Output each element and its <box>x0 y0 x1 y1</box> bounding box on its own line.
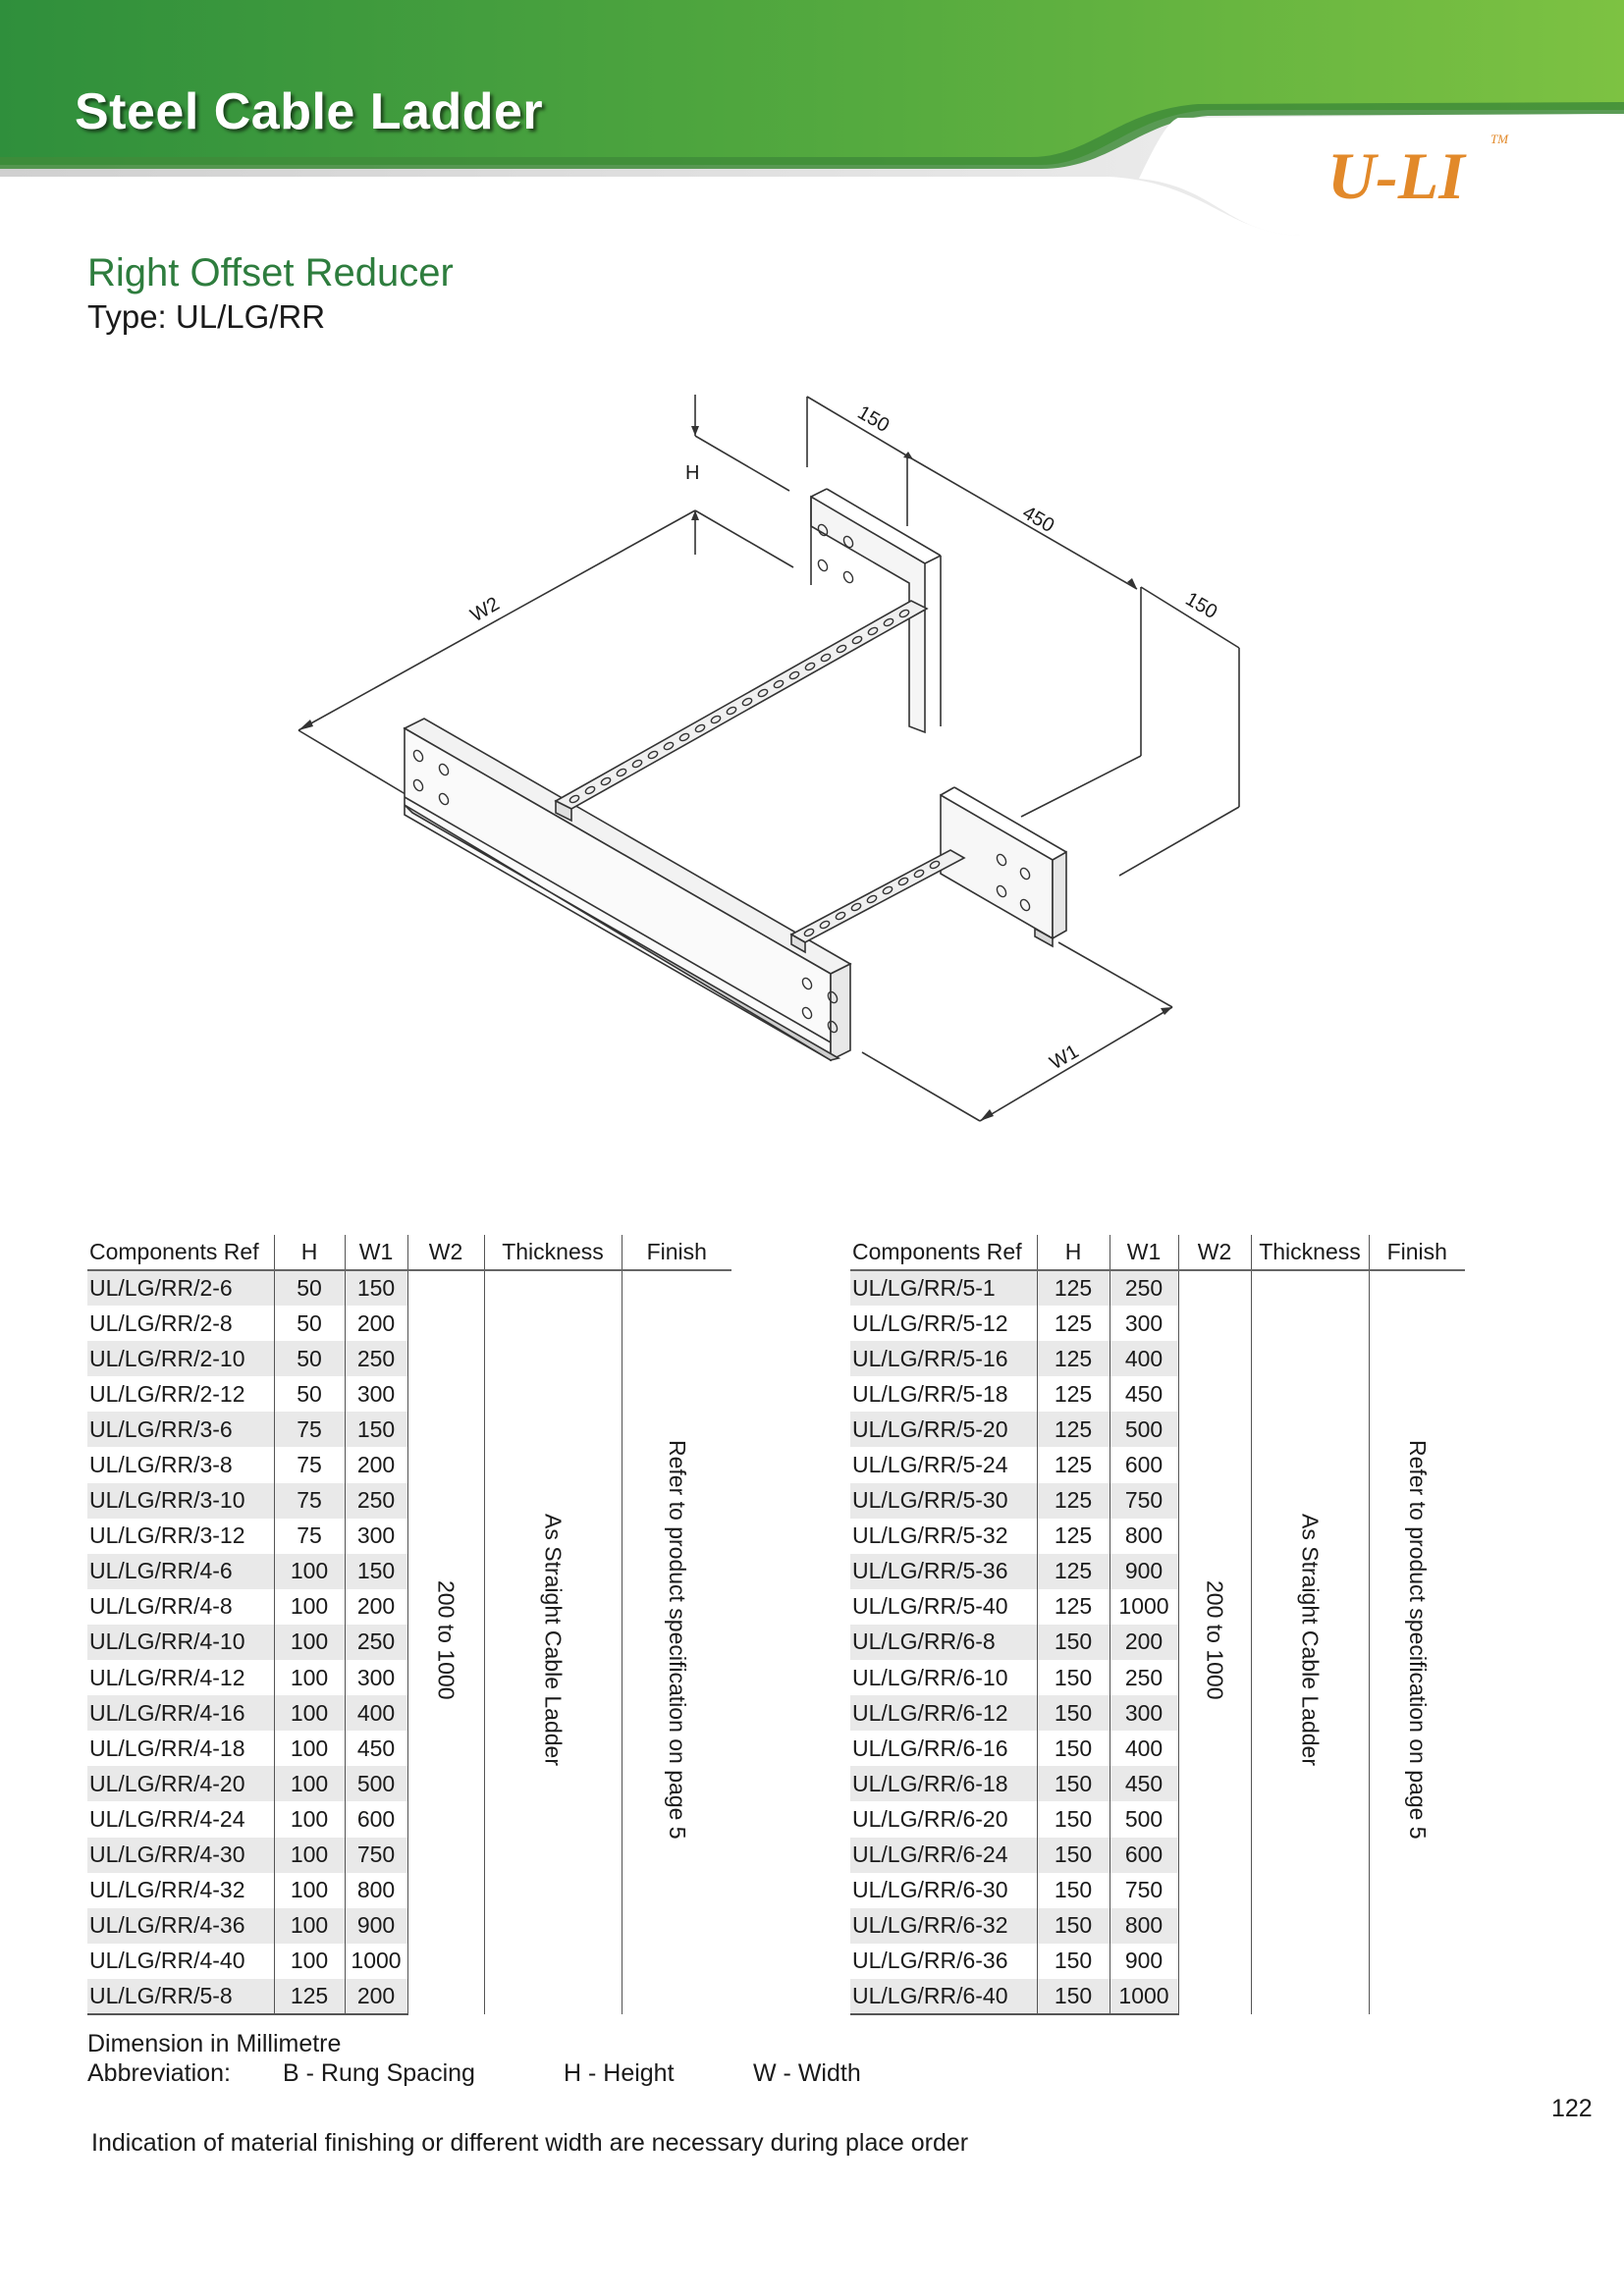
abbreviation-label: Abbreviation: <box>87 2059 231 2087</box>
table-row <box>87 1270 731 1306</box>
dim-label-w2: W2 <box>466 593 504 627</box>
component-ref-cell: UL/LG/RR/5-20 <box>850 1412 1037 1447</box>
height-cell: 150 <box>1037 1625 1110 1660</box>
height-cell: 125 <box>1037 1270 1110 1306</box>
height-cell: 100 <box>274 1554 345 1589</box>
w1-cell: 450 <box>1110 1766 1178 1801</box>
component-ref-cell: UL/LG/RR/5-8 <box>87 1979 274 2014</box>
height-cell: 150 <box>1037 1944 1110 1979</box>
component-ref-cell: UL/LG/RR/4-18 <box>89 1735 245 1761</box>
finish-cell <box>622 1270 731 2014</box>
height-cell: 150 <box>1037 1908 1110 1944</box>
header-w1: W1 <box>1110 1235 1178 1270</box>
height-cell: 100 <box>274 1625 345 1660</box>
component-ref-cell: UL/LG/RR/4-36 <box>87 1908 274 1944</box>
w1-cell: 800 <box>1110 1519 1178 1554</box>
header-components-ref: Components Ref <box>87 1235 274 1270</box>
header-h: H <box>274 1235 345 1270</box>
w1-cell: 900 <box>345 1908 407 1944</box>
finish-cell-text: Refer to product specification on page 5 <box>664 1440 690 1840</box>
w1-cell: 400 <box>1110 1341 1178 1376</box>
w1-cell: 500 <box>1110 1801 1178 1837</box>
component-ref-cell: UL/LG/RR/4-40 <box>89 1948 245 1974</box>
component-ref-cell: UL/LG/RR/6-8 <box>850 1625 1037 1660</box>
w2-range-cell <box>1178 1270 1251 2014</box>
header-finish: Finish <box>1369 1235 1465 1270</box>
w1-cell: 200 <box>345 1447 407 1482</box>
height-cell: 50 <box>274 1376 345 1412</box>
page-title: Steel Cable Ladder <box>75 83 544 140</box>
component-ref-cell: UL/LG/RR/3-8 <box>89 1452 233 1478</box>
w1-cell: 250 <box>1110 1270 1178 1306</box>
component-ref-cell: UL/LG/RR/4-30 <box>87 1838 274 1873</box>
component-ref-cell: UL/LG/RR/4-12 <box>89 1664 245 1690</box>
table-header-row <box>850 1235 1465 1270</box>
w1-cell: 450 <box>345 1731 407 1766</box>
w1-cell: 150 <box>345 1554 407 1589</box>
w1-cell: 600 <box>1110 1447 1178 1482</box>
component-ref-cell: UL/LG/RR/3-12 <box>89 1522 245 1549</box>
height-cell: 75 <box>274 1447 345 1482</box>
thickness-cell-text: As Straight Cable Ladder <box>1297 1513 1324 1766</box>
w1-cell: 1000 <box>345 1944 407 1979</box>
dim-label-150-top: 150 <box>853 401 893 438</box>
height-cell: 150 <box>1037 1873 1110 1908</box>
component-ref-cell: UL/LG/RR/4-16 <box>87 1695 274 1731</box>
w1-cell: 150 <box>345 1270 407 1306</box>
header-components-ref: Components Ref <box>850 1235 1037 1270</box>
header-thickness: Thickness <box>484 1235 622 1270</box>
component-ref-cell: UL/LG/RR/4-24 <box>89 1805 245 1832</box>
w1-cell: 200 <box>345 1979 407 2014</box>
height-cell: 50 <box>274 1270 345 1306</box>
component-ref-cell: UL/LG/RR/5-18 <box>852 1380 1008 1407</box>
height-cell: 125 <box>1037 1376 1110 1412</box>
height-cell: 125 <box>1037 1412 1110 1447</box>
finish-cell-text: Refer to product specification on page 5 <box>1404 1440 1431 1840</box>
component-ref-cell: UL/LG/RR/4-20 <box>87 1766 274 1801</box>
w1-cell: 300 <box>1110 1695 1178 1731</box>
w1-cell: 900 <box>1110 1554 1178 1589</box>
component-ref-cell: UL/LG/RR/4-32 <box>89 1877 245 1903</box>
component-ref-cell: UL/LG/RR/4-8 <box>89 1593 233 1620</box>
w1-cell: 1000 <box>1110 1979 1178 2014</box>
component-ref-cell: UL/LG/RR/4-10 <box>87 1625 274 1660</box>
component-ref-cell: UL/LG/RR/6-20 <box>852 1805 1008 1832</box>
component-ref-cell: UL/LG/RR/5-16 <box>850 1341 1037 1376</box>
height-cell: 50 <box>274 1306 345 1341</box>
height-cell: 100 <box>274 1873 345 1908</box>
product-name: Right Offset Reducer <box>87 251 454 294</box>
height-cell: 100 <box>274 1660 345 1695</box>
component-ref-cell: UL/LG/RR/6-24 <box>850 1838 1037 1873</box>
height-cell: 75 <box>274 1519 345 1554</box>
w1-cell: 250 <box>1110 1660 1178 1695</box>
product-type: Type: UL/LG/RR <box>87 298 326 335</box>
header-w1: W1 <box>345 1235 407 1270</box>
height-cell: 150 <box>1037 1766 1110 1801</box>
w1-cell: 400 <box>345 1695 407 1731</box>
reducer-drawing <box>0 373 1624 1158</box>
w1-cell: 200 <box>1110 1625 1178 1660</box>
height-cell: 125 <box>274 1979 345 2014</box>
w1-cell: 150 <box>345 1412 407 1447</box>
abbreviation-height: H - Height <box>564 2059 675 2087</box>
height-cell: 125 <box>1037 1483 1110 1519</box>
order-note: Indication of material finishing or different width are necessary during place order <box>91 2129 969 2157</box>
thickness-cell <box>484 1270 622 2014</box>
height-cell: 75 <box>274 1412 345 1447</box>
dim-label-450: 450 <box>1018 502 1058 538</box>
height-cell: 100 <box>274 1766 345 1801</box>
component-ref-cell: UL/LG/RR/5-36 <box>850 1554 1037 1589</box>
component-ref-cell: UL/LG/RR/5-32 <box>852 1522 1008 1549</box>
height-cell: 75 <box>274 1483 345 1519</box>
component-ref-cell: UL/LG/RR/4-6 <box>87 1554 274 1589</box>
component-ref-cell: UL/LG/RR/2-12 <box>89 1380 245 1407</box>
w1-cell: 600 <box>345 1801 407 1837</box>
w1-cell: 750 <box>1110 1873 1178 1908</box>
height-cell: 50 <box>274 1341 345 1376</box>
w1-cell: 250 <box>345 1341 407 1376</box>
header-h: H <box>1037 1235 1110 1270</box>
height-cell: 150 <box>1037 1695 1110 1731</box>
component-ref-cell: UL/LG/RR/3-6 <box>87 1412 274 1447</box>
w1-cell: 750 <box>345 1838 407 1873</box>
component-ref-cell: UL/LG/RR/6-36 <box>852 1948 1008 1974</box>
w2-range-cell <box>407 1270 484 2014</box>
page-number: 122 <box>1551 2095 1593 2122</box>
component-ref-cell: UL/LG/RR/6-30 <box>852 1877 1008 1903</box>
w1-cell: 800 <box>345 1873 407 1908</box>
height-cell: 100 <box>274 1801 345 1837</box>
component-ref-cell: UL/LG/RR/6-18 <box>850 1766 1037 1801</box>
dim-label-h: H <box>685 462 700 484</box>
height-cell: 100 <box>274 1589 345 1625</box>
height-cell: 150 <box>1037 1731 1110 1766</box>
w1-cell: 300 <box>345 1376 407 1412</box>
component-ref-cell: UL/LG/RR/2-10 <box>87 1341 274 1376</box>
height-cell: 125 <box>1037 1306 1110 1341</box>
height-cell: 125 <box>1037 1519 1110 1554</box>
abbreviation-rung-spacing: B - Rung Spacing <box>283 2059 475 2087</box>
dim-label-150-right: 150 <box>1181 588 1221 624</box>
w1-cell: 250 <box>345 1483 407 1519</box>
spec-table-left <box>87 1235 731 2015</box>
header-finish: Finish <box>622 1235 731 1270</box>
component-ref-cell: UL/LG/RR/6-40 <box>850 1979 1037 2014</box>
w1-cell: 200 <box>345 1306 407 1341</box>
component-ref-cell: UL/LG/RR/5-40 <box>852 1593 1008 1620</box>
component-ref-cell: UL/LG/RR/6-10 <box>852 1664 1008 1690</box>
component-ref-cell: UL/LG/RR/5-30 <box>850 1483 1037 1519</box>
w1-cell: 300 <box>345 1519 407 1554</box>
w1-cell: 250 <box>345 1625 407 1660</box>
component-ref-cell: UL/LG/RR/5-12 <box>852 1309 1008 1336</box>
spec-rows-right <box>850 1270 1465 2014</box>
height-cell: 125 <box>1037 1589 1110 1625</box>
w2-range-cell-text: 200 to 1000 <box>1202 1579 1228 1700</box>
brand-logo: U-LI <box>1327 138 1465 213</box>
height-cell: 100 <box>274 1695 345 1731</box>
header-w2: W2 <box>1178 1235 1251 1270</box>
height-cell: 125 <box>1037 1554 1110 1589</box>
height-cell: 100 <box>274 1838 345 1873</box>
spec-rows-left <box>87 1270 731 2014</box>
w1-cell: 1000 <box>1110 1589 1178 1625</box>
component-ref-cell: UL/LG/RR/5-1 <box>850 1270 1037 1306</box>
trademark-mark: TM <box>1490 132 1509 146</box>
w1-cell: 500 <box>345 1766 407 1801</box>
header-banner <box>0 0 1624 236</box>
finish-cell <box>1369 1270 1465 2014</box>
height-cell: 150 <box>1037 1838 1110 1873</box>
dimension-note: Dimension in Millimetre <box>87 2030 342 2057</box>
thickness-cell-text: As Straight Cable Ladder <box>540 1513 567 1766</box>
table-row <box>850 1270 1465 1306</box>
header-thickness: Thickness <box>1251 1235 1369 1270</box>
spec-table-right <box>850 1235 1465 2015</box>
component-ref-cell: UL/LG/RR/3-10 <box>87 1483 274 1519</box>
w1-cell: 900 <box>1110 1944 1178 1979</box>
w1-cell: 750 <box>1110 1483 1178 1519</box>
height-cell: 150 <box>1037 1660 1110 1695</box>
w1-cell: 300 <box>1110 1306 1178 1341</box>
height-cell: 125 <box>1037 1447 1110 1482</box>
component-ref-cell: UL/LG/RR/6-12 <box>850 1695 1037 1731</box>
w1-cell: 200 <box>345 1589 407 1625</box>
height-cell: 150 <box>1037 1979 1110 2014</box>
height-cell: 150 <box>1037 1801 1110 1837</box>
component-ref-cell: UL/LG/RR/5-24 <box>852 1452 1008 1478</box>
component-ref-cell: UL/LG/RR/2-8 <box>89 1309 233 1336</box>
height-cell: 125 <box>1037 1341 1110 1376</box>
height-cell: 100 <box>274 1731 345 1766</box>
thickness-cell <box>1251 1270 1369 2014</box>
component-ref-cell: UL/LG/RR/6-16 <box>852 1735 1008 1761</box>
height-cell: 100 <box>274 1944 345 1979</box>
component-ref-cell: UL/LG/RR/2-6 <box>87 1270 274 1306</box>
height-cell: 100 <box>274 1908 345 1944</box>
header-w2: W2 <box>407 1235 484 1270</box>
w1-cell: 300 <box>345 1660 407 1695</box>
w1-cell: 400 <box>1110 1731 1178 1766</box>
component-ref-cell: UL/LG/RR/6-32 <box>850 1908 1037 1944</box>
w1-cell: 450 <box>1110 1376 1178 1412</box>
w1-cell: 500 <box>1110 1412 1178 1447</box>
w1-cell: 600 <box>1110 1838 1178 1873</box>
w2-range-cell-text: 200 to 1000 <box>433 1579 460 1700</box>
abbreviation-width: W - Width <box>753 2059 861 2087</box>
w1-cell: 800 <box>1110 1908 1178 1944</box>
table-header-row <box>87 1235 731 1270</box>
dim-label-w1: W1 <box>1046 1041 1083 1075</box>
